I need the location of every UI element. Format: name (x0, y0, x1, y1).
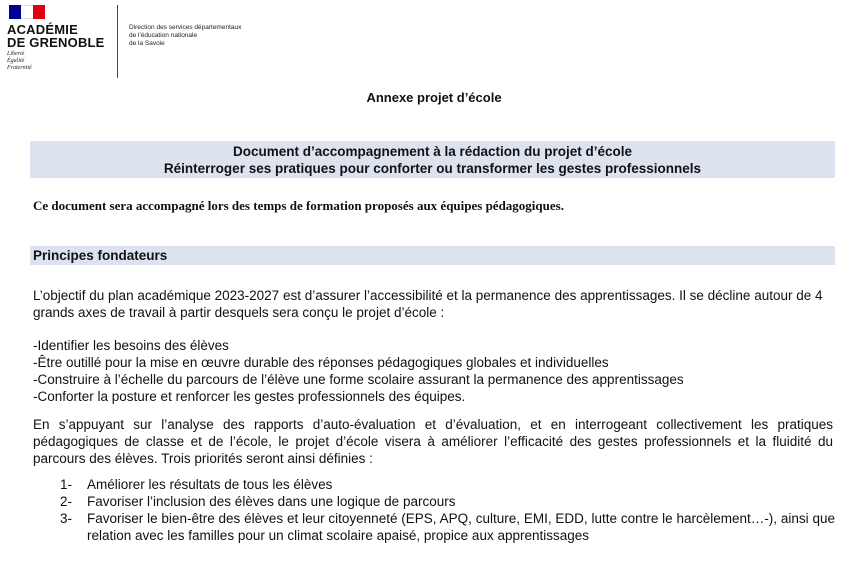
banner-line-1: Document d’accompagnement à la rédaction du projet d’école (232, 144, 633, 159)
academie-line-1: ACADÉMIE (7, 22, 78, 37)
axes-list (33, 337, 833, 405)
priority-item (60, 510, 835, 544)
priority-item (60, 476, 835, 493)
academie-name (7, 23, 117, 49)
direction-line-1: Direction des services départementaux (129, 24, 242, 31)
priority-text: Favoriser le bien-être des élèves et leur citoyenneté (EPS, APQ, culture, EMI, EDD, lutte contre le harcèlement…-), ainsi que relation avec les familles pour un climat scolaire apaisé, propice aux apprentissages (87, 511, 835, 543)
academie-logo (7, 5, 117, 80)
axis-item: -Être outillé pour la mise en œuvre durable des réponses pédagogiques globales et individuelles (33, 355, 609, 370)
header-divider (117, 5, 118, 78)
priority-number: 1- (60, 477, 73, 492)
priority-text: Améliorer les résultats de tous les élèves (87, 477, 333, 492)
intro-paragraph: L’objectif du plan académique 2023-2027 est d’assurer l’accessibilité et la permanence des apprentissages. Il se décline autour de 4 grands axes de travail à partir desquels sera conçu le projet d’école : (33, 288, 823, 320)
priority-text: Favoriser l’inclusion des élèves dans une logique de parcours (87, 494, 456, 509)
axis-item: -Conforter la posture et renforcer les gestes professionnels des équipes. (33, 389, 466, 404)
priorities-paragraph: En s’appuyant sur l’analyse des rapports d’auto-évaluation et d’évaluation, et en interrogeant collectivement les pratiques pédagogiques de classe et de l’école, le projet d’école visera à améliorer l’efficacité des gestes professionnels et la fluidité du parcours des élèves. Trois priorités seront ainsi définies : (33, 417, 833, 466)
priority-item (60, 493, 835, 510)
republic-motto (7, 51, 117, 72)
priority-number: 2- (60, 494, 73, 509)
flag-icon (9, 5, 45, 19)
document-title: Annexe projet d’école (366, 90, 502, 105)
motto-fraternite: Fraternité (7, 65, 32, 71)
direction-line-3: de la Savoie (129, 40, 165, 47)
direction-line-2: de l'éducation nationale (129, 32, 198, 39)
axis-item: -Identifier les besoins des élèves (33, 338, 229, 353)
motto-liberte: Liberté (7, 51, 25, 57)
banner-line-2: Réinterroger ses pratiques pour conforter ou transformer les gestes professionnels (163, 161, 702, 176)
priorities-list (60, 476, 835, 544)
priority-number: 3- (60, 511, 73, 526)
academie-line-2: DE GRENOBLE (7, 35, 105, 50)
motto-egalite: Égalité (7, 58, 25, 64)
axis-item: -Construire à l’échelle du parcours de l’élève une forme scolaire assurant la permanence des apprentissages (33, 372, 684, 387)
section-title: Principes fondateurs (30, 246, 835, 265)
direction-label (129, 24, 241, 48)
banner (30, 141, 835, 178)
training-note: Ce document sera accompagné lors des temps de formation proposés aux équipes pédagogiques. (33, 198, 564, 213)
